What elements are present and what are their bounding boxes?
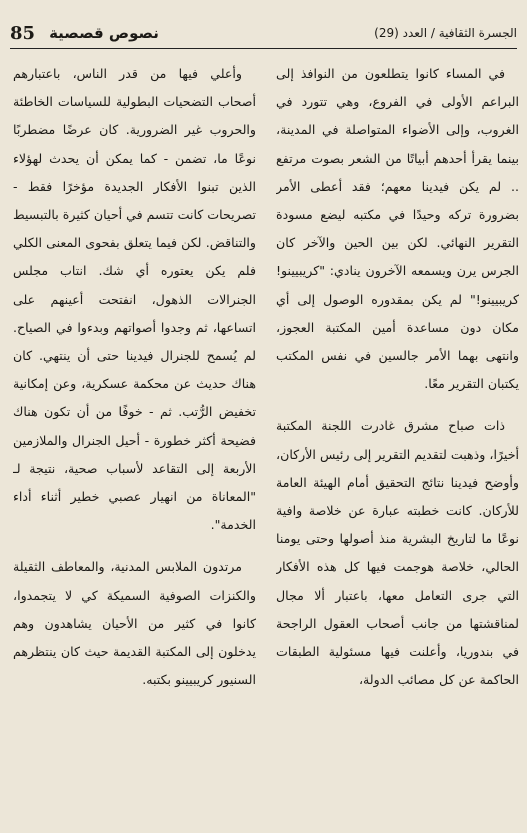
paragraph: ذات صباح مشرق غادرت اللجنة المكتبة أخيرًا، وذهبت لتقديم التقرير إلى رئيس الأركان، وأوضح فيدينا نتائج التحقيق أمام الهيئة العامة للأركان. كانت خطبته عبارة عن خلاصة وافية نوعًا ما لتاريخ البشرية منذ أصولها وحتى يومنا الحالي، خلاصة هوجمت فيها كل هذه الأفكار التي جرى التعامل معها، باعتبار ألا مجال لمناقشتها من جانب أصحاب العقول الراجحة في بندوريا، وأعلنت فيها مسئولية الطبقات الحاكمة عن كل مصائب الدولة، (276, 418, 519, 688)
paragraph: مرتدون الملابس المدنية، والمعاطف الثقيلة والكنزات الصوفية السميكة كي لا يتجمدوا، كانوا في كثير من الأحيان يشاهدون وهم يدخلون إلى المكتبة القديمة حيث كان ينتظرهم السنيور كريبيينو بكتبه. (13, 559, 256, 688)
page-number: 85 (10, 22, 36, 44)
paragraph: في المساء كانوا يتطلعون من النوافذ إلى البراعم الأولى في الفروع، وهي تتورد في الغروب، وإلى الأضواء المتواصلة في المدينة، بينما يقرأ أحدهم أبياتًا من الشعر بصوت مرتفع .. لم يكن فيدينا معهم؛ فقد أعطى الأمر بضرورة تركه وحيدًا في مكتبه ليضع مسودة التقرير النهائي. لكن بين الحين والآخر كان الجرس يرن ويسمعه الآخرون ينادي: "كريبيينو! كريبيينو!" لم يكن بمقدوره الوصول إلى أي مكان دون مساعدة أمين المكتبة العجوز، وانتهى بهما الأمر جالسين في نفس المكتب يكتبان التقرير معًا. (276, 66, 519, 392)
right-column (276, 60, 519, 828)
journal-info: الجسرة الثقافية / العدد (29) (374, 26, 517, 40)
page-header (10, 18, 517, 48)
section-title: نصوص قصصية (49, 24, 159, 42)
paragraph: وأعلي فيها من قدر الناس، باعتبارهم أصحاب التضحيات البطولية للسياسات الخاطئة والحروب غير الضرورية. كان عرضًا مضطربًا نوعًا ما، تضمن - كما يمكن أن يحدث لهؤلاء الذين تبنوا الأفكار الجديدة مؤخرًا فقط - تصريحات كانت تتسم في أحيان كثيرة بالتبسيط والتناقض. لكن فيما يتعلق بفحوى المعنى الكلي فلم يكن يعتوره أي شك. انتاب مجلس الجنرالات الذهول، انفتحت أعينهم على اتساعها، ثم وجدوا أصواتهم وبدءوا في الصياح. لم يُسمح للجنرال فيدينا حتى أن ينتهي. كان هناك حديث عن محكمة عسكرية، وعن إمكانية تخفيض الرُّتب. ثم - خوفًا من أن تكون هناك فضيحة أكثر خطورة - أحيل الجنرال والملازمين الأربعة إلى التقاعد لأسباب صحية، نتيجة لـ "المعاناة من انهيار عصبي خطير أثناء أداء الخدمة". (13, 66, 256, 533)
header-rule (10, 48, 517, 49)
left-column (13, 60, 256, 828)
